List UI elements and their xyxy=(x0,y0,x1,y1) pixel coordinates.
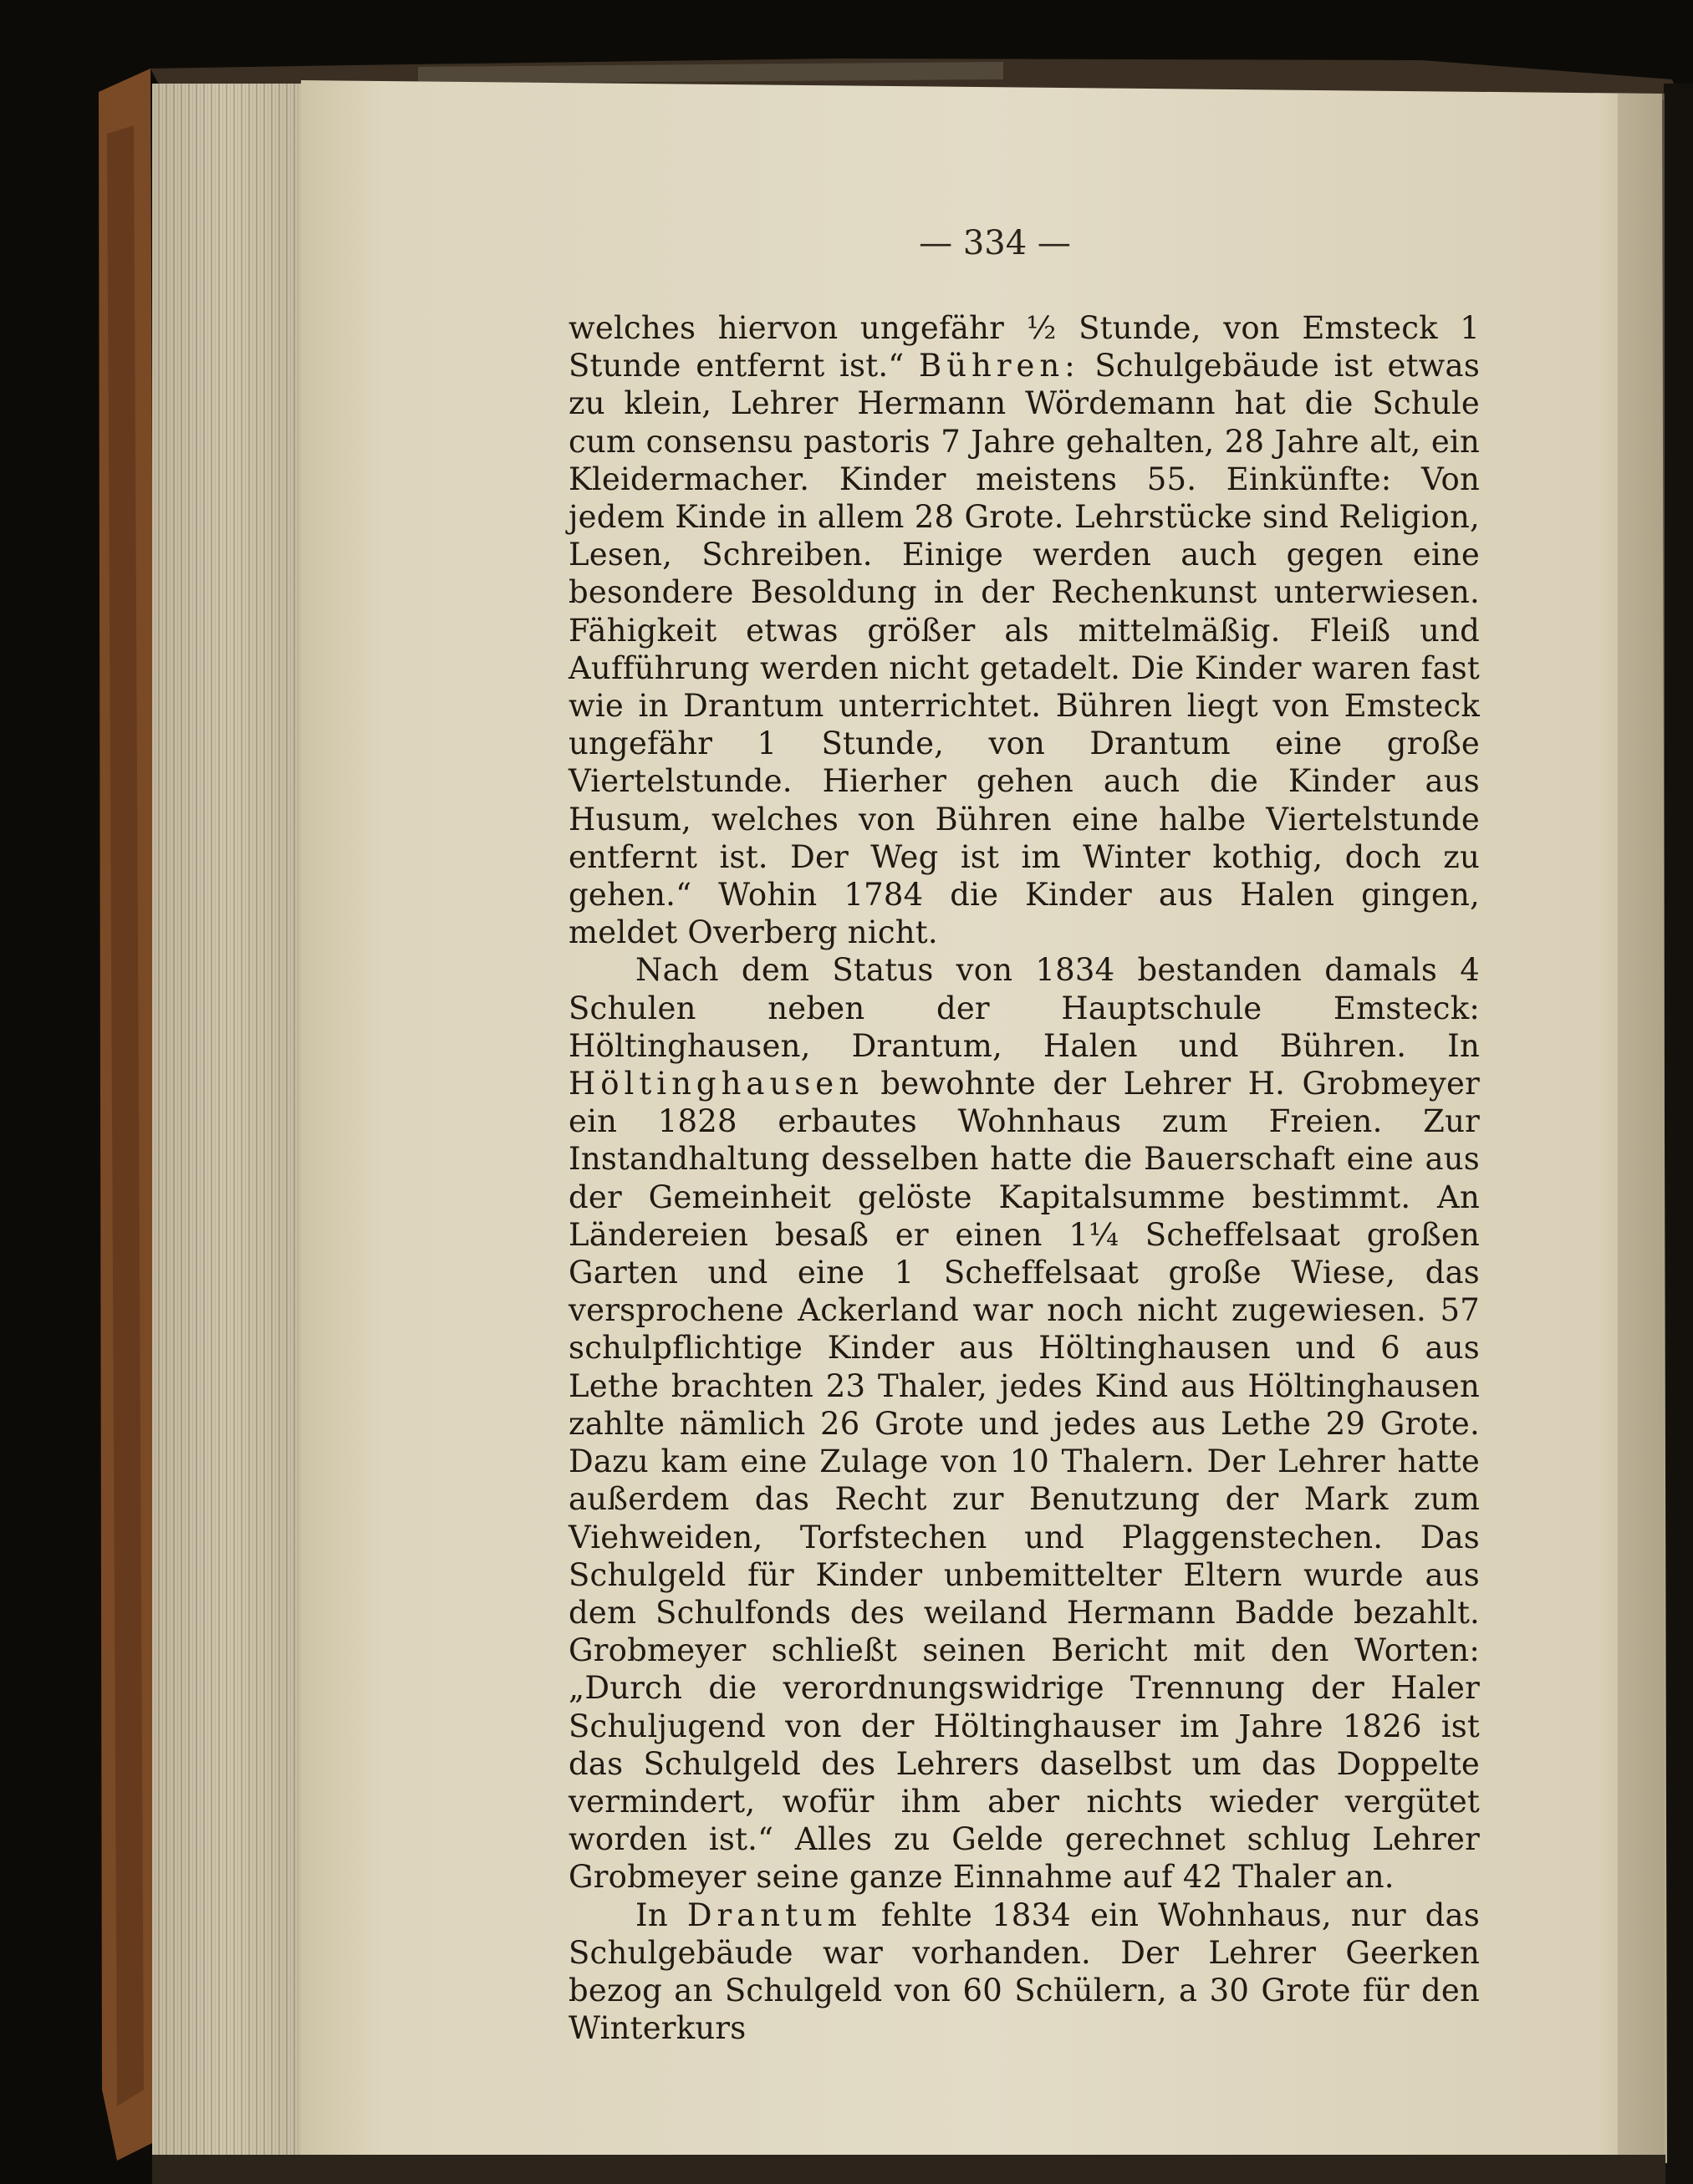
spaced-emphasis-text: Drantum xyxy=(686,1896,862,1933)
paragraph-text: bewohnte der Lehrer H. Grobmeyer ein 1828 erbautes Wohnhaus zum Freien. Zur Instandhaltung desselben hatte die Bauerschaft eine aus der Gemeinheit gelöste Kapitalsumme bestimmt. An Ländereien besaß er einen 1¼ Scheffelsaat großen Garten und eine 1 Scheffelsaat große Wiese, das versprochene Ackerland war noch nicht zugewiesen. 57 schulpflichtige Kinder aus Höltinghausen und 6 aus Lethe brachten 23 Thaler, jedes Kind aus Höltinghausen zahlte nämlich 26 Grote und jedes aus Lethe 29 Grote. Dazu kam eine Zulage von 10 Thalern. Der Lehrer hatte außerdem das Recht zur Benutzung der Mark zum Viehweiden, Torfstechen und Plaggenstechen. Das Schulgeld für Kinder unbemittelter Eltern wurde aus dem Schulfonds des weiland Hermann Badde bezahlt. Grobmeyer schließt seinen Bericht mit den Worten: „Durch die verordnungswidrige Trennung der Haler Schuljugend von der Höltinghauser im Jahre 1826 ist das Schulgeld des Lehrers daselbst um das Doppelte vermindert, wofür ihm aber nichts wieder vergütet worden ist.“ Alles zu Gelde gerechnet schlug Lehrer Grobmeyer seine ganze Einnahme auf 42 Thaler an. xyxy=(569,1066,1480,1896)
paragraph-text: In xyxy=(635,1896,687,1933)
paragraph-text: Schulgebäude ist etwas zu klein, Lehrer Hermann Wördemann hat die Schule cum consensu pastoris 7 Jahre gehalten, 28 Jahre alt, ein Kleidermacher. Kinder meistens 55. Einkünfte: Von jedem Kinde in allem 28 Grote. Lehrstücke sind Religion, Lesen, Schreiben. Einige werden auch gegen eine besondere Besoldung in der Rechenkunst unterwiesen. Fähigkeit etwas größer als mittelmäßig. Fleiß und Aufführung werden nicht getadelt. Die Kinder waren fast wie in Drantum unterrichtet. Bühren liegt von Emsteck ungefähr 1 Stunde, von Drantum eine große Viertelstunde. Hierher gehen auch die Kinder aus Husum, welches von Bühren eine halbe Viertelstunde entfernt ist. Der Weg ist im Winter kothig, doch zu gehen.“ Wohin 1784 die Kinder aus Halen gingen, meldet Overberg nicht. xyxy=(569,348,1481,951)
paragraph-text: fehlte 1834 ein Wohnhaus, nur das Schulgebäude war vorhanden. Der Lehrer Geerken bezog an Schulgeld von 60 Schülern, a 30 Grote für den Winterkurs xyxy=(569,1896,1481,2047)
paragraph xyxy=(569,951,1480,1896)
paragraph-text: Nach dem Status von 1834 bestanden damals 4 Schulen neben der Hauptschule Emsteck: Höltinghausen, Drantum, Halen und Bühren. In xyxy=(569,952,1480,1064)
paragraph xyxy=(569,309,1480,951)
page-body-text xyxy=(569,309,1480,2047)
paragraph-text: welches hiervon ungefähr ½ Stunde, von Emsteck 1 Stunde entfernt ist.“ xyxy=(569,310,1480,384)
paragraph xyxy=(569,1896,1480,2048)
page-number: — 334 — xyxy=(919,224,1071,262)
spaced-emphasis-text: Höltinghausen xyxy=(569,1066,864,1102)
spaced-emphasis-text: Bühren: xyxy=(919,348,1080,384)
